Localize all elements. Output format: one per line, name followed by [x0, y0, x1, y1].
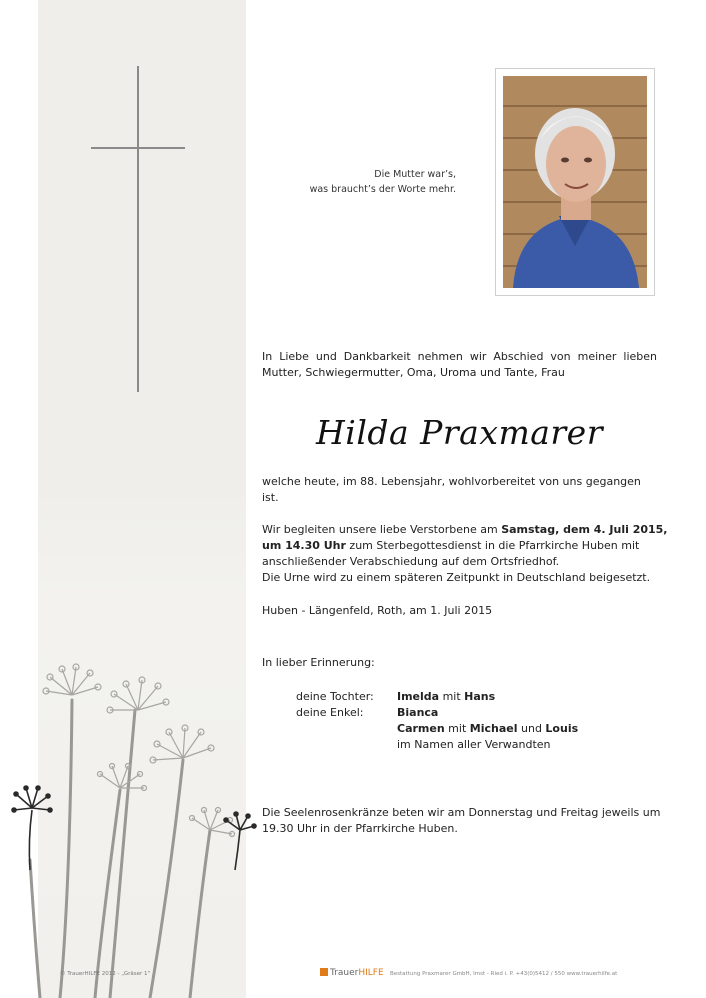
funeral-date: Samstag, dem 4. Juli 2015, [501, 523, 668, 536]
quote [296, 167, 456, 197]
funeral-text [262, 522, 668, 586]
trauerhilfe-logo [320, 968, 384, 978]
dandelion-flowers-illustration [0, 640, 270, 998]
grandchildren-label: deine Enkel: [296, 706, 364, 719]
daughter-partner-name: Hans [464, 690, 496, 703]
deceased-name: Hilda Praxmarer [316, 413, 603, 452]
daughter-line [397, 689, 495, 705]
funeral-time: um 14.30 Uhr [262, 539, 346, 552]
intro-line-1: In Liebe und Dankbarkeit nehmen wir Abschied von meiner lieben [262, 350, 657, 363]
cross-icon-horizontal [91, 147, 185, 149]
footer-copyright: © TrauerHILFE 2012 - „Gräser 1“ [60, 971, 151, 977]
rosary-line-2: 19.30 Uhr in der Pfarrkirche Huben. [262, 822, 458, 835]
portrait-photo-frame [495, 68, 655, 296]
logo-text-b: HILFE [358, 968, 384, 978]
funeral-line-3: anschließender Verabschiedung auf dem Ortsfriedhof. [262, 555, 560, 568]
daughter-name: Imelda [397, 690, 440, 703]
quote-line-2: was braucht’s der Worte mehr. [309, 184, 456, 195]
logo-text-a: Trauer [330, 968, 359, 978]
cross-icon-vertical [137, 66, 139, 392]
mit-text-2: mit [444, 722, 470, 735]
grandchild-line-2 [397, 721, 578, 737]
grandchild-name-2: Carmen [397, 722, 445, 735]
und-text: und [517, 722, 546, 735]
rosary-line-1: Die Seelenrosenkränze beten wir am Donnerstag und Freitag jeweils um [262, 806, 661, 819]
place-date: Huben - Längenfeld, Roth, am 1. Juli 2015 [262, 604, 493, 617]
passed-text: welche heute, im 88. Lebensjahr, wohlvorbereitet von uns gegangen ist. [262, 475, 641, 504]
rosary-text [262, 805, 661, 837]
portrait-photo [503, 76, 647, 288]
all-relatives: im Namen aller Verwandten [397, 738, 551, 751]
intro-text [262, 349, 657, 365]
mit-text-1: mit [439, 690, 465, 703]
memory-label: In lieber Erinnerung: [262, 656, 375, 669]
grandchild-line-1 [397, 705, 438, 721]
grandchild-name-3: Michael [469, 722, 518, 735]
daughter-label: deine Tochter: [296, 690, 374, 703]
funeral-line-1-text: Wir begleiten unsere liebe Verstorbene am [262, 523, 502, 536]
funeral-line-2 [262, 538, 657, 554]
funeral-line-1 [262, 522, 668, 538]
funeral-line-2-text: zum Sterbegottesdienst in die Pfarrkirche Huben mit [345, 539, 640, 552]
grandchild-name-4: Louis [545, 722, 579, 735]
quote-line-1: Die Mutter war’s, [374, 169, 456, 180]
footer-contact: Bestattung Praxmarer GmbH, Imst - Ried i. P. +43(0)5412 / 550 www.trauerhilfe.at [390, 971, 618, 977]
grandchild-name-1: Bianca [397, 706, 439, 719]
logo-square-icon [320, 968, 328, 976]
intro-line-2: Mutter, Schwiegermutter, Oma, Uroma und Tante, Frau [262, 366, 565, 379]
funeral-line-4: Die Urne wird zu einem späteren Zeitpunkt in Deutschland beigesetzt. [262, 571, 651, 584]
